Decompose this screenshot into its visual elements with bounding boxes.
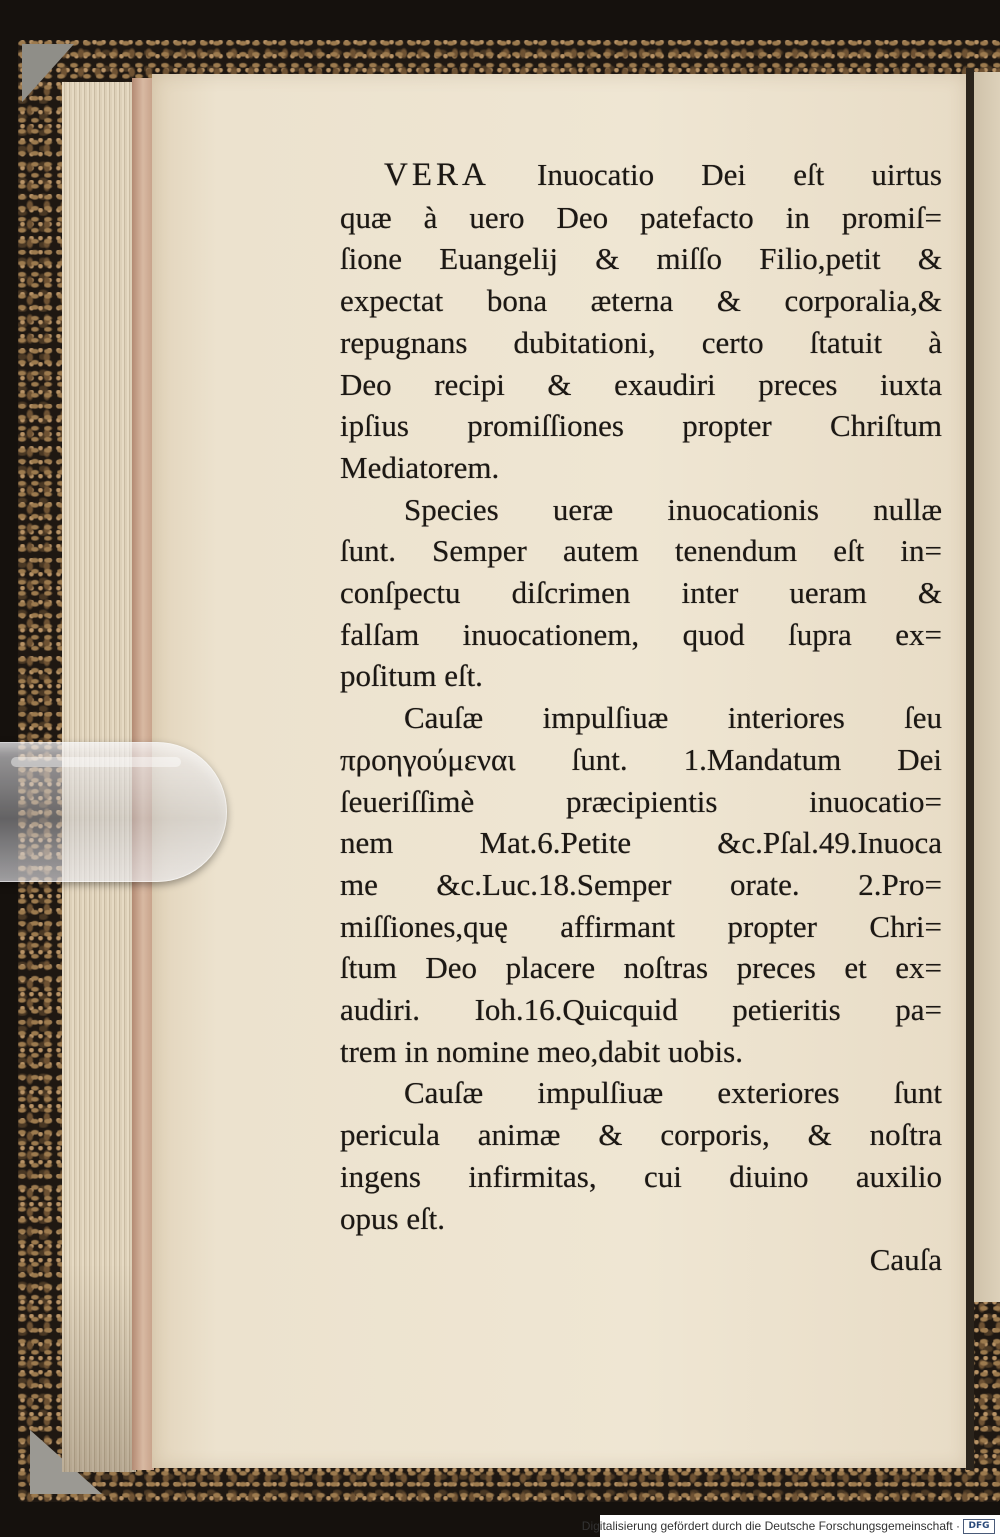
text-line: nem Mat.6.Petite &c.Pſal.49.Inuoca bbox=[340, 825, 942, 861]
text-line: repugnans dubitationi, certo ſtatuit à bbox=[340, 324, 942, 360]
text-line: ſtum Deo placere noſtras preces et ex= bbox=[340, 950, 942, 986]
text-line: προηγούμεναι ſunt. 1.Mandatum Dei bbox=[340, 741, 942, 777]
text-line: falſam inuocationem, quod ſupra ex= bbox=[340, 616, 942, 652]
footer-bar bbox=[581, 1515, 1000, 1537]
text-line: Deo recipi & exaudiri preces iuxta bbox=[340, 366, 942, 402]
text-line: quæ à uero Deo patefacto in promiſ= bbox=[340, 199, 942, 235]
clip-highlight bbox=[11, 757, 181, 767]
text-line: poſitum eſt. bbox=[340, 658, 483, 694]
next-page-strip bbox=[974, 72, 1000, 1302]
catchword: Cauſa bbox=[869, 1242, 942, 1278]
text-line: opus eſt. bbox=[340, 1200, 446, 1236]
text-line: Species ueræ inuocationis nullæ bbox=[404, 491, 942, 527]
text-line: miſſiones,quę affirmant propter Chri= bbox=[340, 908, 942, 944]
text-line: conſpectu diſcrimen inter ueram & bbox=[340, 575, 942, 611]
dfg-logo: DFG bbox=[963, 1519, 995, 1534]
funding-credit: Digitalisierung gefördert durch die Deutsche Forschungsgemeinschaft · bbox=[581, 1519, 960, 1533]
text-line: ſeueriſſimè præcipientis inuocatio= bbox=[340, 783, 942, 819]
text-line: ipſius promiſſiones propter Chriſtum bbox=[340, 408, 942, 444]
text-line: audiri. Ioh.16.Quicquid petieritis pa= bbox=[340, 992, 942, 1028]
text-line: me &c.Luc.18.Semper orate. 2.Pro= bbox=[340, 866, 942, 902]
text-line: ingens infirmitas, cui diuino auxilio bbox=[340, 1158, 942, 1194]
text-line: trem in nomine meo,dabit uobis. bbox=[340, 1033, 743, 1069]
plastic-clip bbox=[0, 742, 227, 882]
page-gutter bbox=[966, 68, 974, 1470]
text-line: pericula animæ & corporis, & noſtra bbox=[340, 1117, 942, 1153]
text-line: expectat bona æterna & corporalia,& bbox=[340, 283, 942, 319]
text-line: Cauſæ impulſiuæ exteriores ſunt bbox=[404, 1075, 942, 1111]
text-line: ſione Euangelij & miſſo Filio,petit & bbox=[340, 241, 942, 277]
text-block bbox=[340, 154, 942, 1281]
initial-word: VERA bbox=[384, 157, 490, 193]
text-line: Mediatorem. bbox=[340, 449, 500, 485]
first-line-rest: Inuocatio Dei eſt uirtus bbox=[537, 157, 942, 192]
text-line: Cauſæ impulſiuæ interiores ſeu bbox=[404, 700, 942, 736]
text-line-first bbox=[340, 154, 942, 197]
text-line: ſunt. Semper autem tenendum eſt in= bbox=[340, 533, 942, 569]
